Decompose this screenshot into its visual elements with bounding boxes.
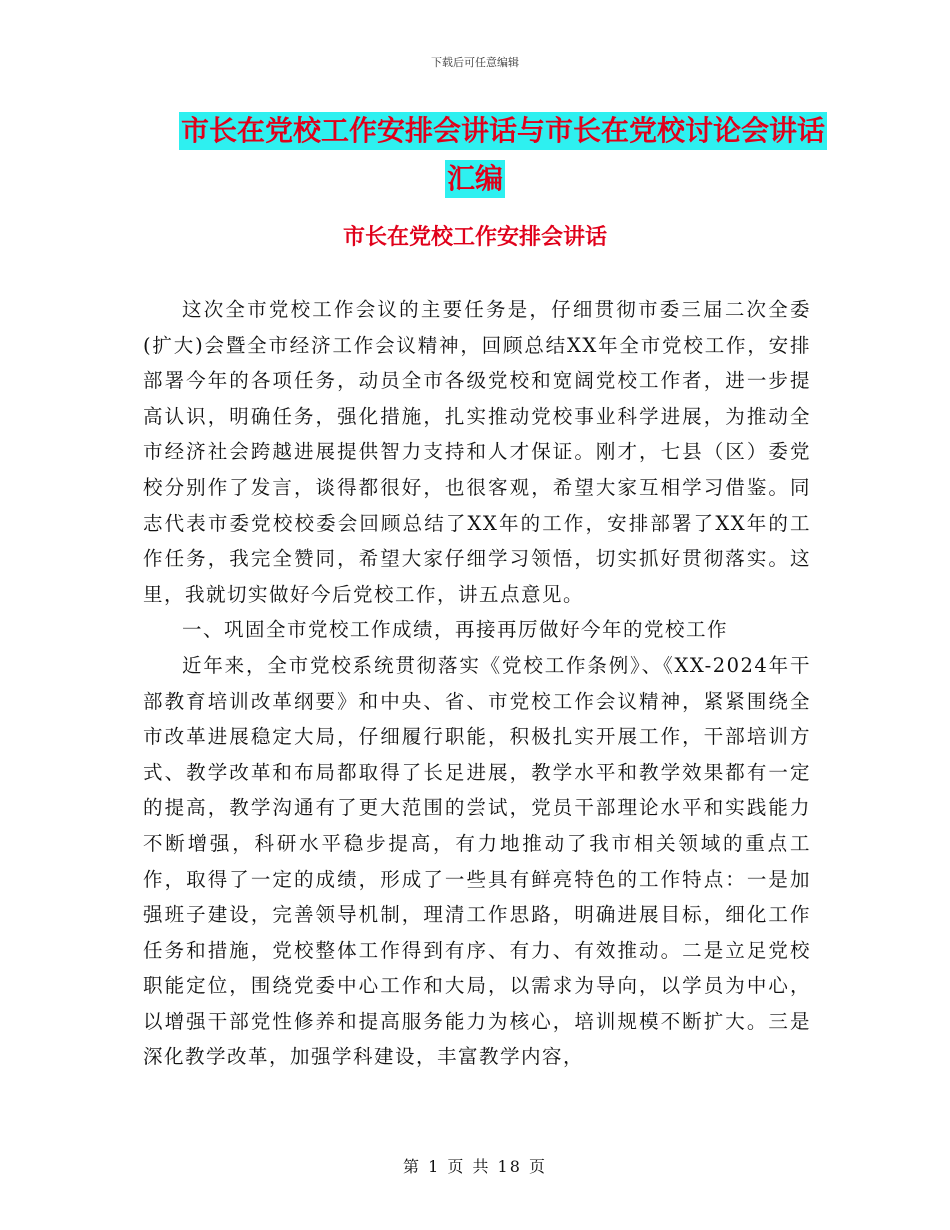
document-body: [143, 292, 811, 1075]
document-title: [0, 112, 950, 198]
paragraph: 近年来，全市党校系统贯彻落实《党校工作条例》、《XX-2024年干部教育培训改革纲要》和中央、省、市党校工作会议精神，紧紧围绕全市改革进展稳定大局，仔细履行职能，积极扎实开展工作，干部培训方式、教学改革和布局都取得了长足进展，教学水平和教学效果都有一定的提高，教学沟通有了更大范围的尝试，党员干部理论水平和实践能力不断增强，科研水平稳步提高，有力地推动了我市相关领域的重点工作，取得了一定的成绩，形成了一些具有鲜亮特色的工作特点：一是加强班子建设，完善领导机制，理清工作思路，明确进展目标，细化工作任务和措施，党校整体工作得到有序、有力、有效推动。二是立足党校职能定位，围绕党委中心工作和大局，以需求为导向，以学员为中心，以增强干部党性修养和提高服务能力为核心，培训规模不断扩大。三是深化教学改革，加强学科建设，丰富教学内容，: [143, 653, 811, 1069]
paragraph: 这次全市党校工作会议的主要任务是，仔细贯彻市委三届二次全委(扩大)会暨全市经济工作会议精神，回顾总结XX年全市党校工作，安排部署今年的各项任务，动员全市各级党校和宽阔党校工作者，进一步提高认识，明确任务，强化措施，扎实推动党校事业科学进展，为推动全市经济社会跨越进展提供智力支持和人才保证。刚才，七县（区）委党校分别作了发言，谈得都很好，也很客观，希望大家互相学习借鉴。同志代表市委党校校委会回顾总结了XX年的工作，安排部署了XX年的工作任务，我完全赞同，希望大家仔细学习领悟，切实抓好贯彻落实。这里，我就切实做好今后党校工作，讲五点意见。: [143, 298, 811, 606]
title-line-2: 汇编: [445, 160, 505, 198]
title-line-1: 市长在党校工作安排会讲话与市长在党校讨论会讲话: [179, 112, 827, 150]
header-note: 下载后可任意编辑: [431, 56, 519, 69]
paragraph: 一、巩固全市党校工作成绩，再接再厉做好今年的党校工作: [182, 618, 729, 642]
section-title: 市长在党校工作安排会讲话: [342, 224, 607, 250]
page-indicator: 第 1 页 共 18 页: [403, 1157, 547, 1176]
